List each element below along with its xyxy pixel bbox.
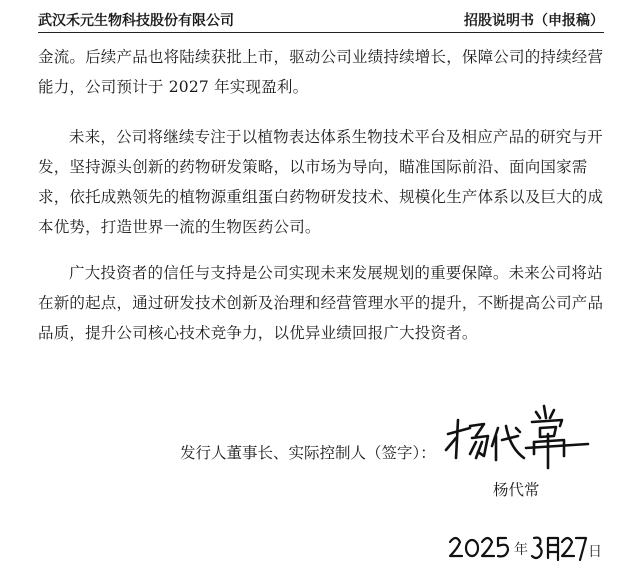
svg-text:日: 日 — [588, 544, 602, 560]
company-name: 武汉禾元生物科技股份有限公司 — [38, 13, 234, 29]
signer-printed-name: 杨代常 — [493, 481, 540, 499]
paragraph-future-plan: 未来，公司将继续专注于以植物表达体系生物技术平台及相应产品的研究与开发，坚持源头创新的药物研发策略，以市场为导向，瞄准国际前沿、面向国家需求，依托成熟领先的植物源重组蛋白药物研发技术、规模化生产体系以及巨大的成本优势，打造世界一流的生物医药公司。 — [38, 128, 604, 236]
document-type: 招股说明书（申报稿） — [464, 13, 604, 29]
paragraph-investor-thanks: 广大投资者的信任与支持是公司实现未来发展规划的重要保障。未来公司将站在新的起点，通过研发技术创新及治理和经营管理水平的提升，不断提高公司产品品质，提升公司核心技术竞争力，以优异业绩回报广大投资者。 — [38, 264, 604, 342]
svg-text:年: 年 — [514, 542, 528, 558]
page-header — [38, 8, 604, 33]
handwritten-date — [444, 530, 604, 566]
paragraph-continuation: 金流。后续产品也将陆续获批上市，驱动公司业绩持续增长，保障公司的持续经营能力，公司预计于 2027 年实现盈利。 — [38, 48, 604, 96]
handwritten-signature — [440, 398, 590, 470]
signer-label: 发行人董事长、实际控制人（签字）： — [180, 444, 436, 462]
